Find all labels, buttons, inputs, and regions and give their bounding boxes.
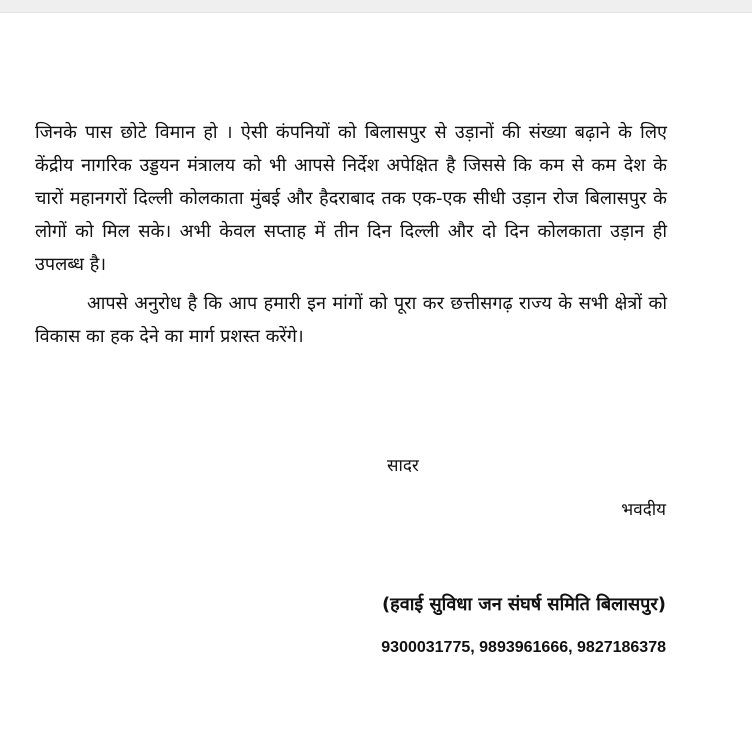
letter-body xyxy=(35,116,667,353)
contact-phones: 9300031775, 9893961666, 9827186378 xyxy=(381,639,666,656)
window-top-bar xyxy=(0,0,752,13)
organization-name: (हवाई सुविधा जन संघर्ष समिति बिलासपुर) xyxy=(381,594,666,615)
letter-page xyxy=(0,13,752,732)
paragraph-1: जिनके पास छोटे विमान हो । ऐसी कंपनियों को बिलासपुर से उड़ानों की संख्या बढ़ाने के लिए केंद्रीय नागरिक उड्डयन मंत्रालय को भी आपसे निर्देश अपेक्षित है जिससे कि कम से कम देश के चारों महानगरों दिल्ली कोलकाता मुंबई और हैदराबाद तक एक-एक सीधी उड़ान रोज बिलासपुर के लोगों को मिल सके। अभी केवल सप्ताह में तीन दिन दिल्ली और दो दिन कोलकाता उड़ान ही उपलब्ध है। xyxy=(35,122,667,275)
signoff-bhavdiya: भवदीय xyxy=(621,500,666,520)
paragraph-2: आपसे अनुरोध है कि आप हमारी इन मांगों को पूरा कर छत्तीसगढ़ राज्य के सभी क्षेत्रों को विकास का हक देने का मार्ग प्रशस्त करेंगे। xyxy=(35,293,667,347)
closing-saadar: सादर xyxy=(387,456,419,476)
